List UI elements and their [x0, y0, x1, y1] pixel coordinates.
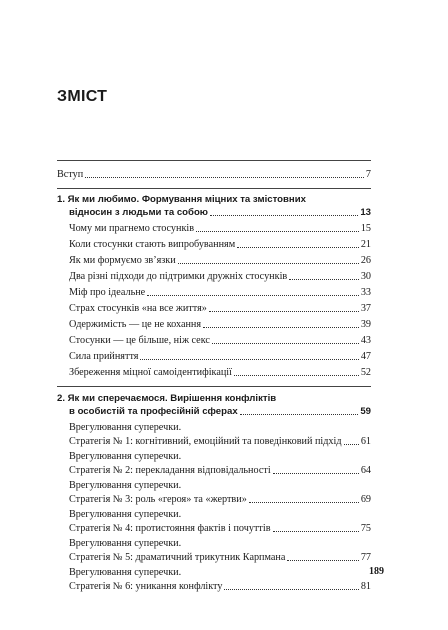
section-divider: [57, 160, 371, 161]
chapter-2-title-line-2[interactable]: [69, 406, 371, 418]
toc-entry[interactable]: [69, 271, 371, 283]
toc-entry[interactable]: [69, 335, 371, 347]
dot-leader: [212, 343, 359, 344]
toc-entry-page: 75: [360, 523, 371, 534]
toc-entry[interactable]: [69, 581, 371, 593]
toc-entry[interactable]: [69, 287, 371, 299]
toc-entry-page: 15: [360, 223, 371, 234]
toc-entry-label: Стратегія № 2: перекладання відповідальності: [69, 465, 271, 476]
toc-entry-page: 33: [360, 287, 371, 298]
toc-entry-page: 52: [360, 367, 371, 378]
toc-entry-label: відносин з людьми та собою: [69, 207, 208, 218]
toc-entry-page: 30: [360, 271, 371, 282]
chapter-1-title-line-1[interactable]: 1. Як ми любимо. Формування міцних та змістовних: [57, 194, 306, 205]
toc-entry-line-1[interactable]: Врегулювання суперечки.: [69, 451, 182, 462]
toc-entry[interactable]: [69, 494, 371, 506]
toc-entry-label: Вступ: [57, 169, 84, 180]
dot-leader: [273, 473, 359, 474]
toc-entry-page: 69: [360, 494, 371, 505]
dot-leader: [210, 215, 358, 216]
toc-entry-page: 21: [360, 239, 371, 250]
toc-entry-line-1[interactable]: Врегулювання суперечки.: [69, 480, 182, 491]
toc-entry[interactable]: [69, 436, 371, 448]
chapter-1-title-line-2[interactable]: [69, 207, 371, 219]
dot-leader: [287, 560, 358, 561]
section-divider: [57, 188, 371, 189]
toc-entry-label: Чому ми прагнемо стосунків: [69, 223, 195, 234]
toc-entry[interactable]: [69, 465, 371, 477]
toc-entry[interactable]: [69, 255, 371, 267]
toc-entry-label: Стратегія № 4: протистояння фактів і почуттів: [69, 523, 271, 534]
section-divider: [57, 386, 371, 387]
toc-entry-page: 81: [360, 581, 371, 592]
chapter-2-title-line-1[interactable]: 2. Як ми сперечаємося. Вирішення конфліктів: [57, 393, 277, 404]
toc-entry-line-1[interactable]: Врегулювання суперечки.: [69, 538, 182, 549]
dot-leader: [196, 231, 359, 232]
toc-entry-label: Стратегія № 1: когнітивний, емоційний та поведінковий підхід: [69, 436, 342, 447]
toc-entry-page: 64: [360, 465, 371, 476]
toc-entry-page: 59: [360, 406, 371, 417]
toc-entry-label: Сила прийняття: [69, 351, 139, 362]
page-number: 189: [369, 566, 384, 577]
toc-entry-page: 47: [360, 351, 371, 362]
toc-entry[interactable]: [69, 239, 371, 251]
dot-leader: [234, 375, 359, 376]
dot-leader: [140, 359, 358, 360]
dot-leader: [249, 502, 359, 503]
dot-leader: [147, 295, 359, 296]
toc-entry-line-1[interactable]: Врегулювання суперечки.: [69, 422, 182, 433]
toc-entry-page: 61: [360, 436, 371, 447]
toc-entry[interactable]: [69, 351, 371, 363]
dot-leader: [224, 589, 358, 590]
dot-leader: [289, 279, 359, 280]
dot-leader: [240, 414, 359, 415]
dot-leader: [344, 444, 359, 445]
toc-entry-label: Два різні підходи до підтримки дружніх стосунків: [69, 271, 288, 282]
toc-entry[interactable]: [69, 223, 371, 235]
toc-entry-label: Міф про ідеальне: [69, 287, 146, 298]
toc-entry-page: 13: [360, 207, 371, 218]
toc-entry-label: Коли стосунки стають випробуванням: [69, 239, 236, 250]
toc-entry-label: Страх стосунків «на все життя»: [69, 303, 207, 314]
toc-entry-label: Стратегія № 3: роль «героя» та «жертви»: [69, 494, 247, 505]
toc-entry-label: Стратегія № 6: уникання конфлікту: [69, 581, 223, 592]
toc-entry-page: 39: [360, 319, 371, 330]
toc-entry-label: Збереження міцної самоідентифікації: [69, 367, 232, 378]
dot-leader: [273, 531, 359, 532]
toc-entry-label: Як ми формуємо зв’язки: [69, 255, 176, 266]
dot-leader: [237, 247, 359, 248]
toc-entry[interactable]: [69, 552, 371, 564]
toc-entry-page: 7: [365, 169, 371, 180]
toc-entry[interactable]: [69, 319, 371, 331]
toc-entry-intro[interactable]: [57, 169, 371, 181]
toc-entry-label: Стратегія № 5: драматичний трикутник Карпмана: [69, 552, 286, 563]
toc-entry-line-1[interactable]: Врегулювання суперечки.: [69, 509, 182, 520]
toc-entry-label: Одержимість — це не кохання: [69, 319, 202, 330]
page-title: ЗМІСТ: [57, 88, 108, 105]
dot-leader: [203, 327, 359, 328]
dot-leader: [209, 311, 359, 312]
toc-entry-label: Стосунки — це більше, ніж секс: [69, 335, 210, 346]
toc-entry-page: 37: [360, 303, 371, 314]
toc-entry[interactable]: [69, 303, 371, 315]
toc-entry[interactable]: [69, 367, 371, 379]
toc-entry-page: 43: [360, 335, 371, 346]
toc-entry-page: 26: [360, 255, 371, 266]
toc-entry-page: 77: [360, 552, 371, 563]
dot-leader: [85, 177, 364, 178]
toc-entry-line-1[interactable]: Врегулювання суперечки.: [69, 567, 182, 578]
dot-leader: [178, 263, 359, 264]
toc-entry[interactable]: [69, 523, 371, 535]
toc-entry-label: в особистій та професійній сферах: [69, 406, 238, 417]
